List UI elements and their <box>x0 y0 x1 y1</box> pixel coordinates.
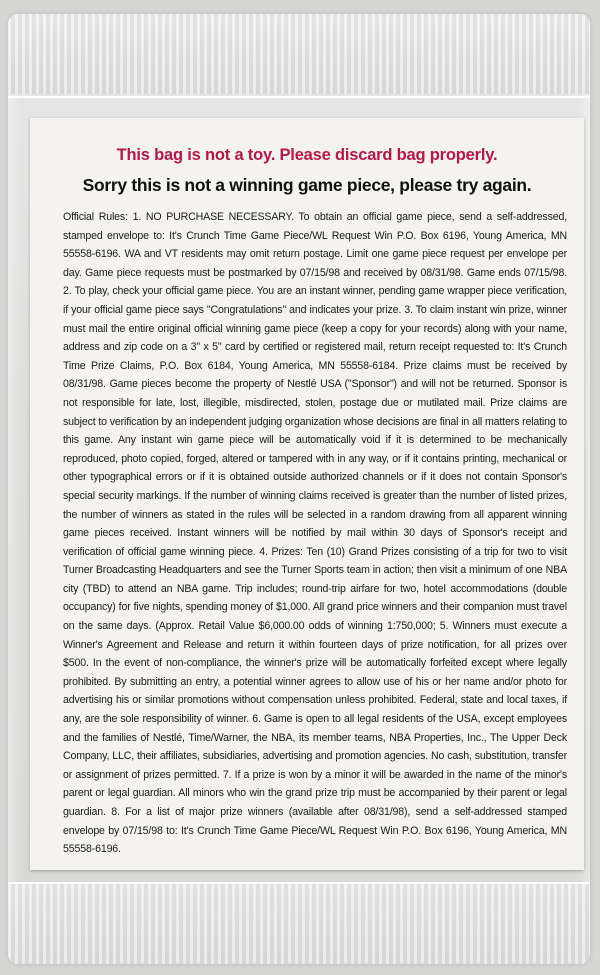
not-winner-headline: Sorry this is not a winning game piece, please try again. <box>82 175 532 195</box>
top-crimp-seal <box>8 14 590 94</box>
bag-warning: This bag is not a toy. Please discard bag properly. <box>116 146 498 164</box>
official-rules-text: Official Rules: 1. NO PURCHASE NECESSARY. To obtain an official game piece, send a self-addressed, stamped envelope to: It's Crunch Time Game Piece/WL Request Win P.O. Box 6196, Young America, MN 55558-6196. WA and VT residents may omit return postage. Limit one game piece request per envelope per day. Game piece requests must be postmarked by 07/15/98 and received by 08/31/98. Game ends 07/15/98. 2. To play, check your official game piece. You are an instant winner, pending game wrapper piece verification, if your official game piece says "Congratulations" and indicates your prize. 3. To claim instant win prize, winner must mail the entire original official winning game piece (keep a copy for your records) along with your name, address and zip code on a 3" x 5" card by certified or registered mail, return receipt requested to: It's Crunch Time Prize Claims, P.O. Box 6184, Young America, MN 55558-6184. Prize claims must be received by 08/31/98. Game pieces become the property of Nestlé USA ("Sponsor") and will not be returned. Sponsor is not responsible for late, lost, illegible, misdirected, stolen, postage due or mutilated mail. Prize claims are subject to verification by an independent judging organization whose decisions are final in all matters relating to this game. Any instant win game piece will be automatically void if it is determined to be mechanically reproduced, photo copied, forged, altered or tampered with in any way, or if it contains printing, mechanical or other typographical errors or if it is obtained outside authorized channels or if it does not contain Sponsor's special security markings. If the number of winning claims received is greater than the number of listed prizes, the number of winners as stated in the rules will be selected in a random drawing from all apparent winning game pieces received. Instant winners will be notified by mail within 30 days of Sponsor's receipt and verification of official game winning piece. 4. Prizes: Ten (10) Grand Prizes consisting of a trip for two to visit Turner Broadcasting Headquarters and see the Turner Sports team in action; then visit a minimum of one NBA city (TBD) to attend an NBA game. Trip includes; round-trip airfare for two, hotel accommodations (double occupancy) for five nights, spending money of $1,000. All grand price winners and their companion must travel on the same days. (Approx. Retail Value $6,000.00 odds of winning 1:750,000; 5. Winners must execute a Winner's Agreement and Release and return it within fourteen days of prize notification, for all prizes over $500. In the event of non-compliance, the winner's prize will be automatically forfeited except where legally prohibited. By submitting an entry, a potential winner agrees to allow use of his or her name and/or photo for advertising his or similar promotions without compensation unless prohibited. Federal, state and local taxes, if any, are the sole responsibility of winner. 6. Game is open to all legal residents of the USA, except employees and the families of Nestlé, Time/Warner, the NBA, its member teams, NBA Properties, Inc., The Upper Deck Company, LLC, their affiliates, subsidiaries, advertising and promotion agencies. No cash, substitution, transfer or assignment of prizes permitted. 7. If a prize is won by a minor it will be awarded in the name of the minor's parent or legal guardian. All minors who win the grand prize trip must be accompanied by their parent or legal guardian. 8. For a list of major prize winners (available after 08/31/98), send a self-addressed stamped envelope by 07/15/98 to: It's Crunch Time Game Piece/WL Request Win P.O. Box 6196, Young America, MN 55558-6196. <box>63 211 567 856</box>
top-seal-line <box>8 96 590 98</box>
bottom-crimp-seal <box>8 884 590 964</box>
rules-card <box>30 118 584 870</box>
